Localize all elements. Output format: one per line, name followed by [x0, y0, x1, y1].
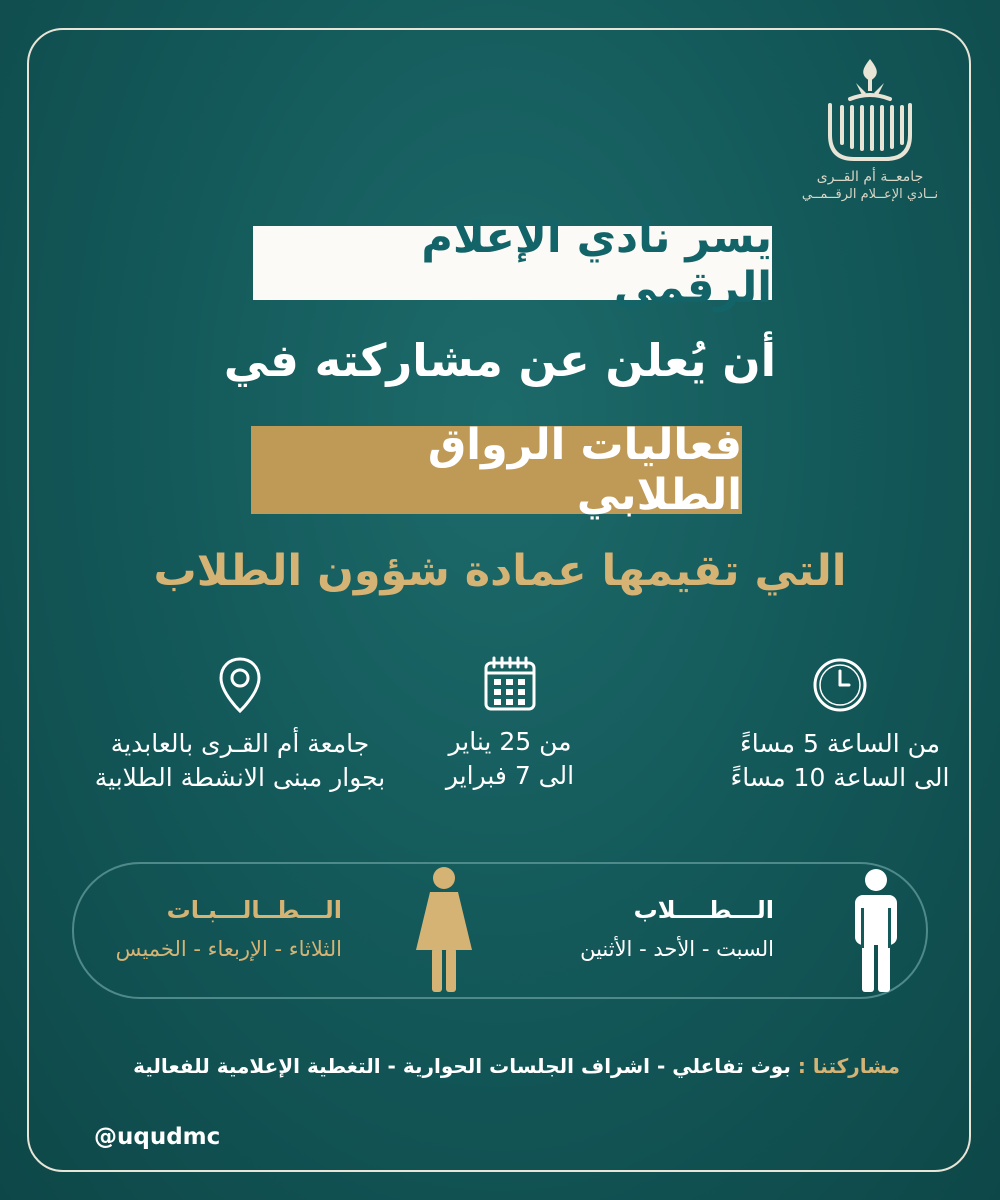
participation-label: مشاركتنا :: [797, 1054, 900, 1078]
female-days: الثلاثاء - الإربعاء - الخميس: [115, 937, 342, 961]
calendar-icon: [482, 655, 538, 713]
logo-club-name: نــادي الإعــلام الرقــمــي: [801, 187, 939, 202]
headline-banner: [253, 213, 772, 313]
time-info: [730, 655, 950, 795]
male-days: السبت - الأحد - الأثنين: [580, 937, 774, 961]
time-text: [730, 727, 950, 795]
location-text: [80, 727, 400, 795]
female-title: الـــطــالـــبـات: [166, 896, 342, 924]
participation-line: [133, 1054, 900, 1078]
time-start: من الساعة 5 مساءً: [739, 729, 941, 758]
date-text: [420, 725, 600, 793]
male-title: الـــطــــلاب: [633, 896, 774, 924]
social-handle: @uqudmc: [94, 1124, 221, 1150]
participation-items: بوث تفاعلي - اشراف الجلسات الحوارية - التغطية الإعلامية للفعالية: [133, 1054, 791, 1078]
location-pin-icon: [216, 655, 264, 715]
headline-text: يسر نادي الإعلام الرقمي: [421, 213, 772, 313]
logo-university-name: جامعــة أم القــرى: [816, 169, 924, 185]
time-end: الى الساعة 10 مساءً: [730, 763, 950, 792]
logo: [800, 55, 940, 202]
date-info: [420, 655, 600, 793]
location-line2: بجوار مبنى الانشطة الطلابية: [94, 763, 386, 792]
schedule-panel: [72, 862, 928, 999]
female-icon: [412, 866, 476, 992]
announcement-text: أن يُعلن عن مشاركته في: [223, 334, 777, 387]
location-info: [80, 655, 400, 795]
male-icon: [847, 868, 905, 992]
clock-icon: [810, 655, 870, 715]
event-name: فعاليات الرواق الطلابي: [427, 420, 742, 520]
date-end: الى 7 فبراير: [445, 761, 575, 790]
date-start: من 25 يناير: [448, 727, 572, 756]
university-emblem-icon: [822, 55, 918, 165]
location-line1: جامعة أم القـرى بالعابدية: [110, 729, 370, 758]
event-banner: [251, 420, 742, 520]
organizer-text: التي تقيمها عمادة شؤون الطلاب: [153, 546, 847, 596]
